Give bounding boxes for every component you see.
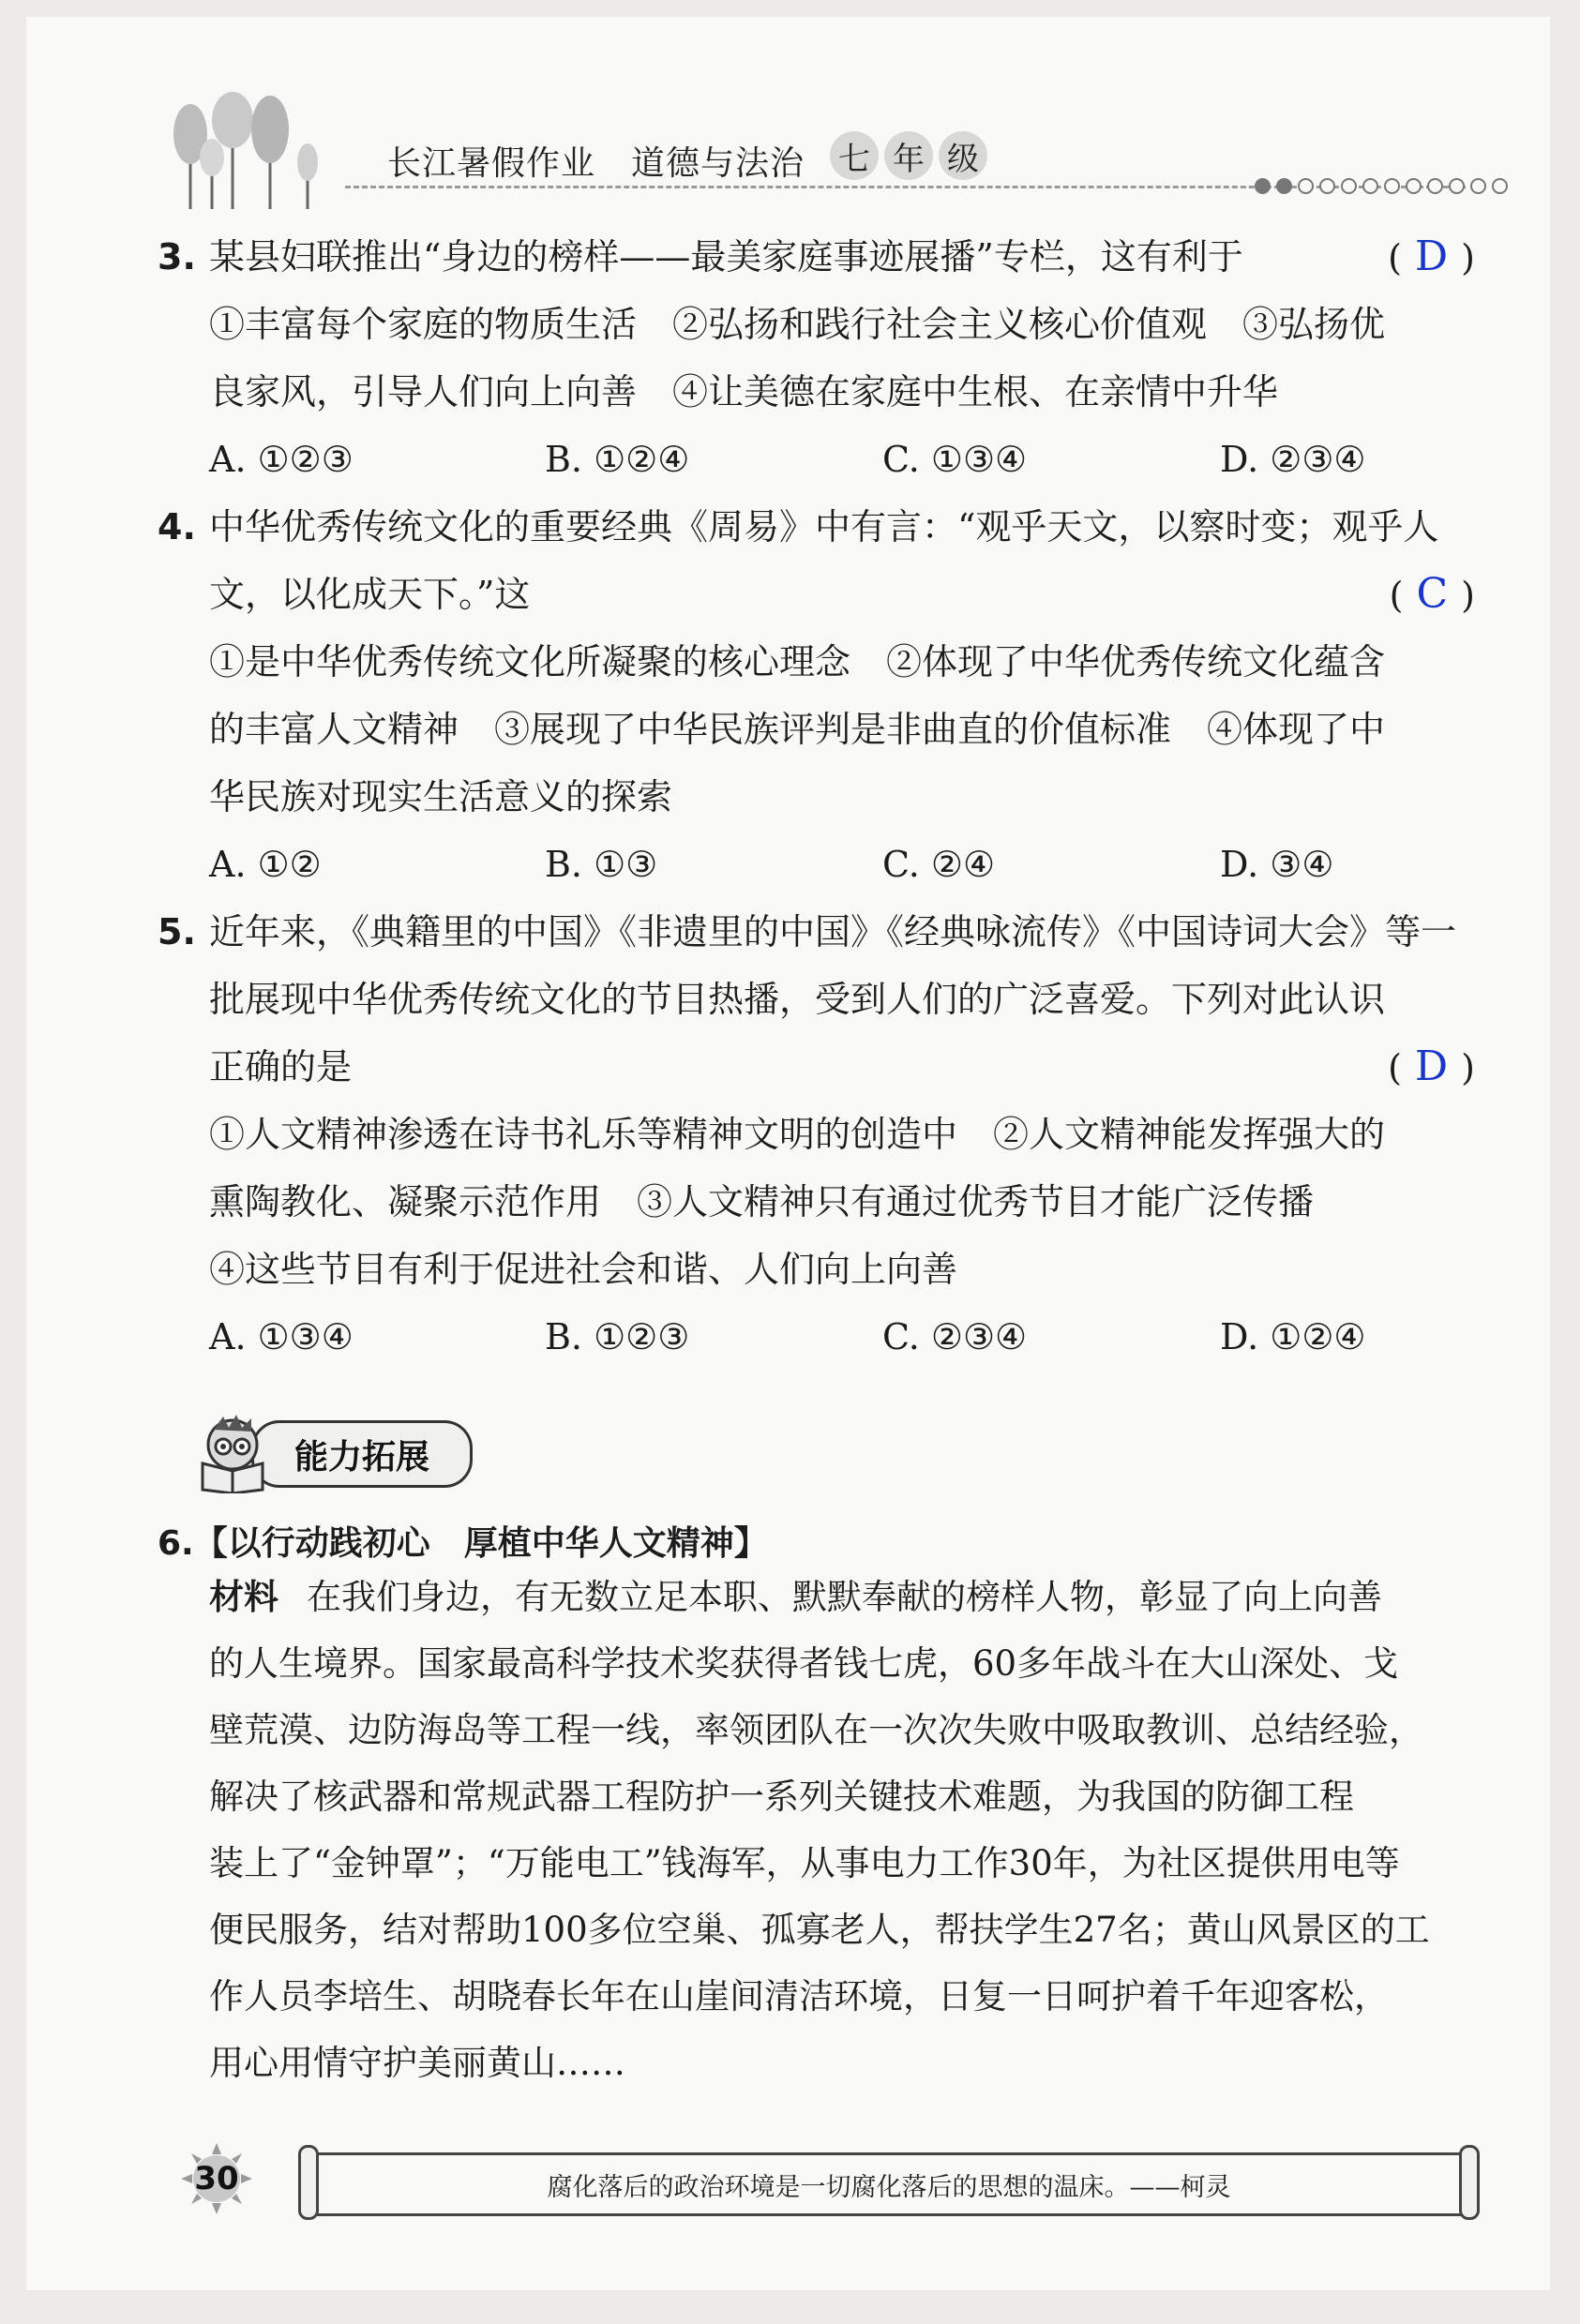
- answer-letter: D: [1414, 232, 1449, 280]
- page-number: [181, 2143, 252, 2214]
- options-row: [209, 426, 1475, 493]
- option-c: C. ②④: [882, 844, 996, 885]
- trees-icon: [167, 92, 345, 209]
- header-title: [387, 137, 840, 185]
- footer-quote: 腐化落后的政治环境是一切腐化落后的思想的温床。——柯灵: [317, 2152, 1461, 2216]
- statement-line: ①是中华优秀传统文化所凝聚的核心理念 ②体现了中华优秀传统文化蕴含: [209, 641, 1386, 682]
- statement-line: 熏陶教化、凝聚示范作用 ③人文精神只有通过优秀节目才能广泛传播: [209, 1181, 1315, 1222]
- section-badge-label: 能力拓展: [251, 1420, 473, 1488]
- option-c: C. ②③④: [882, 1316, 1028, 1357]
- option-d: D. ①②④: [1220, 1316, 1366, 1357]
- option-b: B. ①③: [545, 844, 658, 885]
- question-stem-cont: 批展现中华优秀传统文化的节目热播，受到人们的广泛喜爱。下列对此认识: [209, 979, 1386, 1020]
- grade-char: 七: [830, 131, 879, 180]
- option-a: A. ①②: [209, 844, 322, 885]
- statement-line: ①人文精神渗透在诗书礼乐等精神文明的创造中 ②人文精神能发挥强大的: [209, 1114, 1386, 1155]
- material-line: 作人员李培生、胡晓春长年在山崖间清洁环境，日复一日呵护着千年迎客松，: [209, 1976, 1389, 2017]
- material-line: 壁荒漠、边防海岛等工程一线，率领团队在一次次失败中吸取教训、总结经验，: [209, 1710, 1423, 1750]
- question-4: [158, 493, 1475, 898]
- question-number: 5.: [158, 911, 196, 952]
- grade-char: 级: [939, 131, 987, 180]
- option-c: C. ①③④: [882, 439, 1028, 480]
- statement-line: ④这些节目有利于促进社会和谐、人们向上向善: [209, 1249, 958, 1290]
- option-d: D. ③④: [1220, 844, 1334, 885]
- question-5: [158, 898, 1475, 1371]
- grade-char: 年: [884, 131, 933, 180]
- header-dots: [1255, 178, 1508, 194]
- question-3: [158, 223, 1475, 493]
- option-b: B. ①②④: [545, 439, 690, 480]
- question-6-heading: 6.【以行动践初心 厚植中华人文精神】: [158, 1524, 768, 1563]
- options-row: [209, 831, 1475, 898]
- material-line: 解决了核武器和常规武器工程防护一系列关键技术难题，为我国的防御工程: [209, 1777, 1354, 1817]
- statement-line: ①丰富每个家庭的物质生活 ②弘扬和践行社会主义核心价值观 ③弘扬优: [209, 304, 1386, 345]
- material-line: 的人生境界。国家最高科学技术奖获得者钱七虎，60多年战斗在大山深处、戈: [209, 1643, 1399, 1684]
- material-line: 便民服务，结对帮助100多位空巢、孤寡老人，帮扶学生27名；黄山风景区的工: [209, 1910, 1430, 1950]
- answer-letter: C: [1416, 570, 1449, 618]
- options-row: [209, 1303, 1475, 1371]
- question-stem: 中华优秀传统文化的重要经典《周易》中有言：“观乎天文，以察时变；观乎人: [209, 506, 1439, 547]
- answer-bracket: ( D ): [1388, 1042, 1475, 1090]
- answer-bracket: ( D ): [1388, 232, 1475, 280]
- material-line: 用心用情守护美丽黄山……: [209, 2043, 625, 2083]
- material-line: 装上了“金钟罩”；“万能电工”钱海军，从事电力工作30年，为社区提供用电等: [209, 1843, 1400, 1883]
- quote-scroll: [298, 2145, 1480, 2220]
- scroll-icon: [298, 2145, 319, 2220]
- subject-title: 道德与法治: [631, 144, 805, 183]
- book-title: 长江暑假作业: [387, 144, 596, 183]
- option-b: B. ①②③: [545, 1316, 690, 1357]
- scroll-icon: [1459, 2145, 1480, 2220]
- question-stem: 近年来，《典籍里的中国》《非遗里的中国》《经典咏流传》《中国诗词大会》等一: [209, 911, 1457, 952]
- question-stem-cont: 正确的是: [209, 1046, 353, 1087]
- page-number-text: 30: [194, 2160, 239, 2197]
- reading-kid-icon: [195, 1409, 270, 1493]
- question-number: 3.: [158, 236, 196, 277]
- question-stem-cont: 文，以化成天下。”这: [209, 574, 531, 615]
- question-number: 4.: [158, 506, 196, 547]
- answer-bracket: ( C ): [1389, 570, 1475, 618]
- answer-letter: D: [1414, 1042, 1449, 1090]
- option-a: A. ①③④: [209, 1316, 354, 1357]
- grade-label: [830, 131, 987, 180]
- material-block: [209, 1564, 1480, 2096]
- material-line: 在我们身边，有无数立足本职、默默奉献的榜样人物，彰显了向上向善: [307, 1577, 1382, 1617]
- statement-line: 华民族对现实生活意义的探索: [209, 776, 673, 817]
- option-a: A. ①②③: [209, 439, 354, 480]
- page: [26, 17, 1550, 2290]
- material-label: 材料: [209, 1577, 278, 1617]
- section-badge: [195, 1409, 476, 1493]
- statement-line: 良家风，引导人们向上向善 ④让美德在家庭中生根、在亲情中升华: [209, 371, 1279, 412]
- statement-line: 的丰富人文精神 ③展现了中华民族评判是非曲直的价值标准 ④体现了中: [209, 709, 1386, 750]
- option-d: D. ②③④: [1220, 439, 1366, 480]
- question-stem: 某县妇联推出“身边的榜样——最美家庭事迹展播”专栏，这有利于: [209, 236, 1243, 277]
